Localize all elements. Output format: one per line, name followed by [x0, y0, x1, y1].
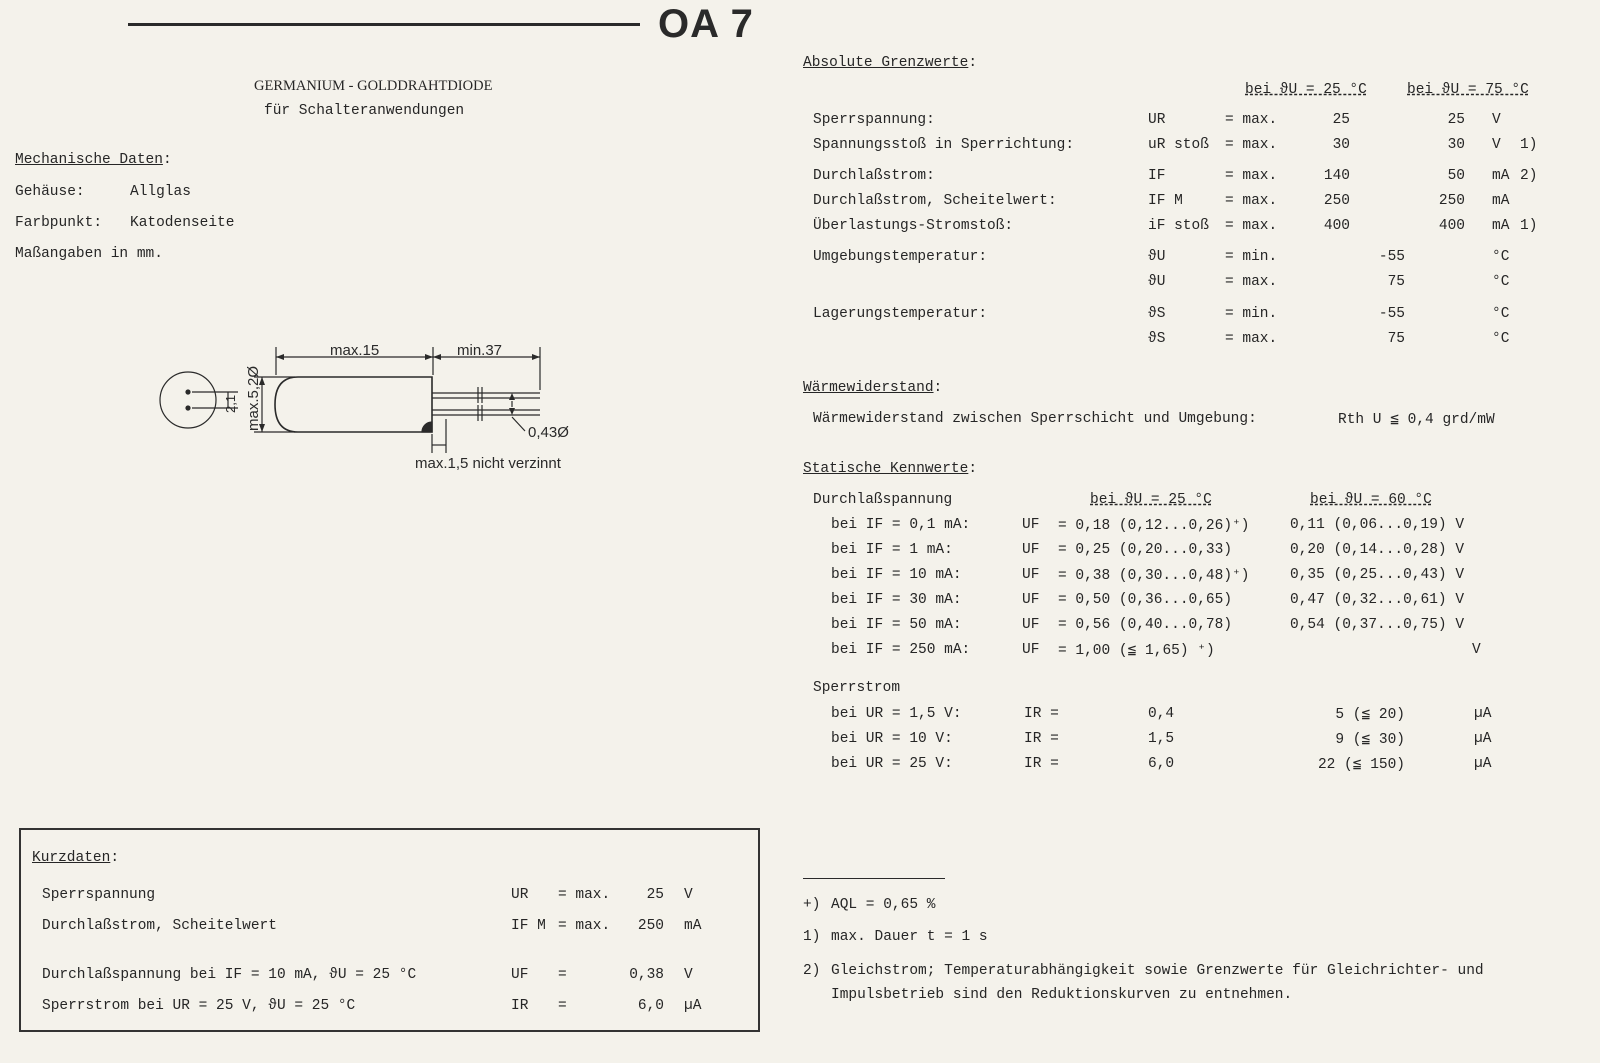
- limit-footnote-ref: 1): [1520, 137, 1538, 153]
- limit-value: 75: [1387, 274, 1405, 290]
- fwd-value-60: 0,54 (0,37...0,75) V: [1290, 617, 1465, 633]
- limit-unit: °C: [1492, 249, 1510, 265]
- rev-condition: bei UR = 10 V:: [831, 731, 953, 747]
- kurz-value: 0,38: [629, 967, 664, 983]
- kurz-name: Sperrstrom bei UR = 25 V, ϑU = 25 °C: [42, 998, 356, 1014]
- limit-name: Sperrspannung:: [813, 112, 935, 128]
- limit-symbol: ϑS: [1148, 331, 1166, 347]
- intro-line-2: für Schalteranwendungen: [264, 103, 465, 119]
- fwd-value-60: 0,47 (0,32...0,61) V: [1290, 592, 1465, 608]
- diode-dimension-drawing: [150, 335, 610, 480]
- footnote-text: Gleichstrom; Temperaturabhängigkeit sowie Grenzwerte für Gleichrichter- und: [831, 963, 1484, 979]
- rev-value-25: 1,5: [1148, 731, 1175, 747]
- kurz-name: Durchlaßstrom, Scheitelwert: [42, 918, 277, 934]
- kurz-value: 6,0: [637, 998, 664, 1014]
- footnote-text: AQL = 0,65 %: [831, 897, 936, 913]
- limit-relation: = max.: [1225, 218, 1278, 234]
- limit-relation: = max.: [1225, 331, 1278, 347]
- diode-body: [275, 377, 432, 432]
- rev-value-60: 22 (≦ 150): [1317, 757, 1405, 773]
- limit-name: Umgebungstemperatur:: [813, 249, 988, 265]
- limit-unit: mA: [1492, 218, 1510, 234]
- fwd-value-60: 0,20 (0,14...0,28) V: [1290, 542, 1465, 558]
- mech-heading: Mechanische Daten:: [15, 152, 172, 168]
- limit-value-25: 400: [1323, 218, 1350, 234]
- limit-value: 75: [1387, 331, 1405, 347]
- limit-relation: = max.: [1225, 168, 1278, 184]
- limit-unit: V: [1492, 112, 1501, 128]
- kurzdaten-heading: Kurzdaten:: [32, 850, 120, 866]
- limit-unit: mA: [1492, 193, 1510, 209]
- mech-row: Farbpunkt:: [15, 215, 103, 231]
- rev-value-25: 0,4: [1148, 706, 1175, 722]
- limit-symbol: iF stoß: [1148, 218, 1209, 234]
- thermal-heading: Wärmewiderstand:: [803, 380, 943, 396]
- rev-value-25: 6,0: [1148, 756, 1175, 772]
- limit-symbol: ϑS: [1148, 306, 1166, 322]
- thermal-value: Rth U ≦ 0,4 grd/mW: [1338, 412, 1495, 428]
- rev-symbol: IR =: [1024, 731, 1059, 747]
- kurz-symbol: IF M: [511, 918, 546, 934]
- limit-unit: mA: [1492, 168, 1510, 184]
- limits-col-75: bei ϑU = 75 °C: [1407, 82, 1529, 98]
- forward-voltage-label: Durchlaßspannung: [813, 492, 953, 508]
- limit-footnote-ref: 2): [1520, 168, 1538, 184]
- kurz-name: Sperrspannung: [42, 887, 156, 903]
- fwd-condition: bei IF = 1 mA:: [831, 542, 953, 558]
- footnote-rule: [803, 878, 945, 879]
- dim-note: max.1,5 nicht verzinnt: [415, 455, 561, 472]
- limit-value-75: 400: [1438, 218, 1465, 234]
- limit-unit: °C: [1492, 331, 1510, 347]
- limit-value-75: 250: [1438, 193, 1465, 209]
- fwd-value-25: = 0,38 (0,30...0,48)⁺): [1058, 568, 1250, 584]
- rev-value-60: 9 (≦ 30): [1335, 732, 1405, 748]
- footnote-text: Impulsbetrieb sind den Reduktionskurven zu entnehmen.: [831, 987, 1293, 1003]
- rev-value-60: 5 (≦ 20): [1335, 707, 1405, 723]
- limit-name: Spannungsstoß in Sperrichtung:: [813, 137, 1075, 153]
- limit-name: Überlastungs-Stromstoß:: [813, 218, 1014, 234]
- limit-unit: °C: [1492, 306, 1510, 322]
- fwd-condition: bei IF = 30 mA:: [831, 592, 962, 608]
- fwd-value-25: = 1,00 (≦ 1,65) ⁺): [1058, 643, 1215, 659]
- rev-condition: bei UR = 1,5 V:: [831, 706, 962, 722]
- mech-row: Gehäuse:: [15, 184, 85, 200]
- kurz-unit: V: [684, 887, 693, 903]
- limit-value-25: 30: [1332, 137, 1350, 153]
- kurz-name: Durchlaßspannung bei IF = 10 mA, ϑU = 25 °C: [42, 967, 417, 983]
- limit-symbol: IF M: [1148, 193, 1183, 209]
- mech-row-value: Katodenseite: [130, 215, 235, 231]
- fwd-value-25: = 0,25 (0,20...0,33): [1058, 542, 1233, 558]
- kurz-relation: = max.: [558, 887, 611, 903]
- static-col-25: bei ϑU = 25 °C: [1090, 492, 1212, 508]
- rev-unit: µA: [1474, 706, 1492, 722]
- limit-unit: V: [1492, 137, 1501, 153]
- page-title: OA 7: [658, 2, 754, 46]
- fwd-symbol: UF: [1022, 567, 1040, 583]
- fwd-value-25: = 0,56 (0,40...0,78): [1058, 617, 1233, 633]
- fwd-condition: bei IF = 250 mA:: [831, 642, 971, 658]
- end-view-circle: [160, 372, 216, 428]
- fwd-symbol: UF: [1022, 592, 1040, 608]
- kurz-value: 250: [637, 918, 664, 934]
- fwd-condition: bei IF = 0,1 mA:: [831, 517, 971, 533]
- limit-relation: = min.: [1225, 249, 1278, 265]
- fwd-value-25: = 0,50 (0,36...0,65): [1058, 592, 1233, 608]
- intro-line-1: GERMANIUM - GOLDDRAHTDIODE: [254, 78, 493, 94]
- footnote-text: max. Dauer t = 1 s: [831, 929, 988, 945]
- kurz-symbol: UF: [511, 967, 529, 983]
- limit-footnote-ref: 1): [1520, 218, 1538, 234]
- kurz-unit: µA: [684, 998, 702, 1014]
- limit-name: Durchlaßstrom, Scheitelwert:: [813, 193, 1057, 209]
- reverse-current-label: Sperrstrom: [813, 680, 901, 696]
- dim-diameter: max.5,2Ø: [245, 365, 262, 431]
- limit-symbol: IF: [1148, 168, 1166, 184]
- limit-relation: = max.: [1225, 137, 1278, 153]
- footnote-mark: +): [803, 897, 821, 913]
- limit-value: -55: [1378, 306, 1405, 322]
- dim-body-length: max.15: [330, 342, 380, 359]
- footnote-mark: 2): [803, 963, 821, 979]
- kurz-unit: V: [684, 967, 693, 983]
- thermal-text: Wärmewiderstand zwischen Sperrschicht und Umgebung:: [813, 411, 1257, 427]
- fwd-value-60: 0,11 (0,06...0,19) V: [1290, 517, 1465, 533]
- limit-value: -55: [1378, 249, 1405, 265]
- title-rule: [128, 23, 640, 26]
- limit-symbol: ϑU: [1148, 249, 1166, 265]
- limit-relation: = min.: [1225, 306, 1278, 322]
- limit-value-25: 250: [1323, 193, 1350, 209]
- rev-unit: µA: [1474, 731, 1492, 747]
- rev-condition: bei UR = 25 V:: [831, 756, 953, 772]
- kurz-relation: =: [558, 998, 567, 1014]
- limit-relation: = max.: [1225, 274, 1278, 290]
- kurz-symbol: UR: [511, 887, 529, 903]
- fwd-condition: bei IF = 10 mA:: [831, 567, 962, 583]
- limit-name: Lagerungstemperatur:: [813, 306, 988, 322]
- kurz-value: 25: [646, 887, 664, 903]
- footnote-mark: 1): [803, 929, 821, 945]
- kurz-symbol: IR: [511, 998, 529, 1014]
- limit-symbol: uR stoß: [1148, 137, 1209, 153]
- dim-wire: 0,43Ø: [528, 424, 569, 441]
- limit-name: Durchlaßstrom:: [813, 168, 935, 184]
- fwd-symbol: UF: [1022, 617, 1040, 633]
- rev-unit: µA: [1474, 756, 1492, 772]
- fwd-value-25: = 0,18 (0,12...0,26)⁺): [1058, 518, 1250, 534]
- rev-symbol: IR =: [1024, 756, 1059, 772]
- limit-unit: °C: [1492, 274, 1510, 290]
- fwd-symbol: UF: [1022, 642, 1040, 658]
- mech-row-value: Allglas: [130, 184, 191, 200]
- limit-relation: = max.: [1225, 112, 1278, 128]
- limit-value-25: 140: [1323, 168, 1350, 184]
- fwd-value-60: V: [1472, 642, 1481, 658]
- limits-col-25: bei ϑU = 25 °C: [1245, 82, 1367, 98]
- dim-lead-length: min.37: [457, 342, 503, 359]
- kurz-relation: =: [558, 967, 567, 983]
- fwd-condition: bei IF = 50 mA:: [831, 617, 962, 633]
- mech-note: Maßangaben in mm.: [15, 246, 163, 262]
- limits-heading: Absolute Grenzwerte:: [803, 55, 978, 71]
- limit-value-75: 25: [1447, 112, 1465, 128]
- limit-symbol: UR: [1148, 112, 1166, 128]
- limit-symbol: ϑU: [1148, 274, 1166, 290]
- fwd-value-60: 0,35 (0,25...0,43) V: [1290, 567, 1465, 583]
- limit-value-75: 30: [1447, 137, 1465, 153]
- fwd-symbol: UF: [1022, 542, 1040, 558]
- static-col-60: bei ϑU = 60 °C: [1310, 492, 1432, 508]
- limit-relation: = max.: [1225, 193, 1278, 209]
- fwd-symbol: UF: [1022, 517, 1040, 533]
- kurz-unit: mA: [684, 918, 702, 934]
- kurz-relation: = max.: [558, 918, 611, 934]
- dim-pitch: 2,1: [223, 394, 238, 413]
- limit-value-25: 25: [1332, 112, 1350, 128]
- static-heading: Statische Kennwerte:: [803, 461, 978, 477]
- rev-symbol: IR =: [1024, 706, 1059, 722]
- limit-value-75: 50: [1447, 168, 1465, 184]
